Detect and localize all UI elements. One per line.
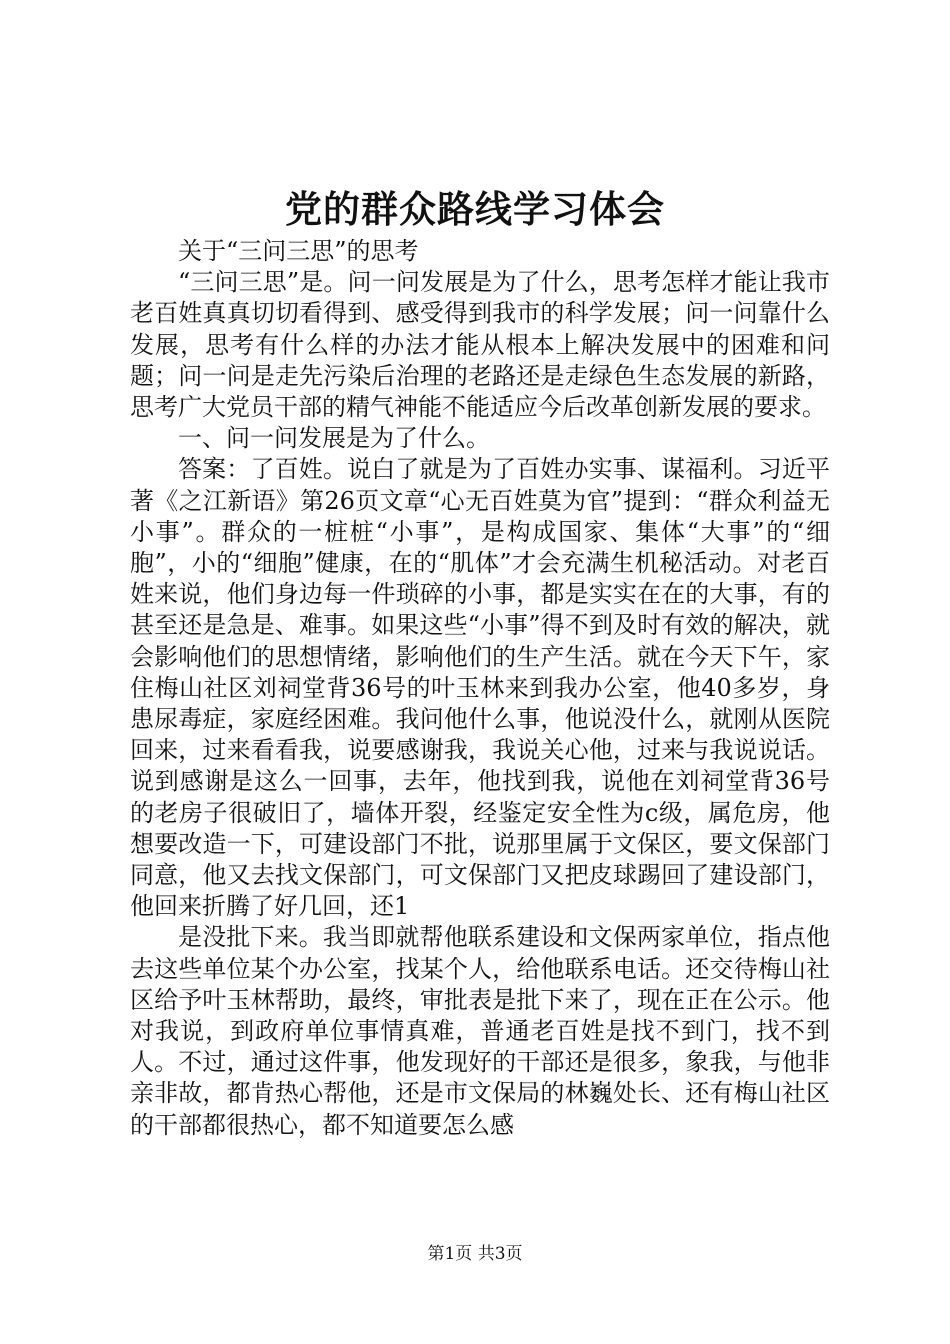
page-footer: 第1页 共3页: [427, 1244, 523, 1264]
paragraph: “三问三思”是。问一问发展是为了什么，思考怎样才能让我市老百姓真真切切看得到、感受得到我市的科学发展；问一问靠什么发展，思考有什么样的办法才能从根本上解决发展中的困难和问题；问一问是走先污染后治理的老路还是走绿色生态发展的新路，思考广大党员干部的精气神能不能适应今后改革创新发展的要求。: [130, 268, 830, 422]
paragraph-subtitle: 关于“三问三思”的思考: [178, 237, 419, 265]
document-title: 党的群众路线学习体会: [285, 187, 665, 231]
paragraph: 答案：了百姓。说白了就是为了百姓办实事、谋福利。习近平著《之江新语》第26页文章“心无百姓莫为官”提到：“群众利益无小事”。群众的一桩桩“小事”，是构成国家、集体“大事”的“细胞”，小的“细胞”健康，在的“肌体”才会充满生机秘活动。对老百姓来说，他们身边每一件琐碎的小事，都是实实在在的大事，有的甚至还是急是、难事。如果这些“小事”得不到及时有效的解决，就会影响他们的思想情绪，影响他们的生产生活。就在今天下午，家住梅山社区刘祠堂背36号的叶玉林来到我办公室，他40多岁，身患尿毒症，家庭经困难。我问他什么事，他说没什么，就刚从医院回来，过来看看我，说要感谢我，我说关心他，过来与我说说话。说到感谢是这么一回事，去年，他找到我，说他在刘祠堂背36号的老房子很破旧了，墙体开裂，经鉴定安全性为c级，属危房，他想要改造一下，可建设部门不批，说那里属于文保区，要文保部门同意，他又去找文保部门，可文保部门又把皮球踢回了建设部门，他回来折腾了好几回，还1: [130, 455, 830, 921]
paragraph: 是没批下来。我当即就帮他联系建设和文保两家单位，指点他去这些单位某个办公室，找某个人，给他联系电话。还交待梅山社区给予叶玉林帮助，最终，审批表是批下来了，现在正在公示。他对我说，到政府单位事情真难，普通老百姓是找不到门，找不到人。不过，通过这件事，他发现好的干部还是很多，象我，与他非亲非故，都肯热心帮他，还是市文保局的林巍处长、还有梅山社区的干部都很热心，都不知道要怎么感: [130, 923, 830, 1139]
section-heading: 一、问一问发展是为了什么。: [178, 424, 490, 453]
document-body: [130, 236, 830, 1141]
